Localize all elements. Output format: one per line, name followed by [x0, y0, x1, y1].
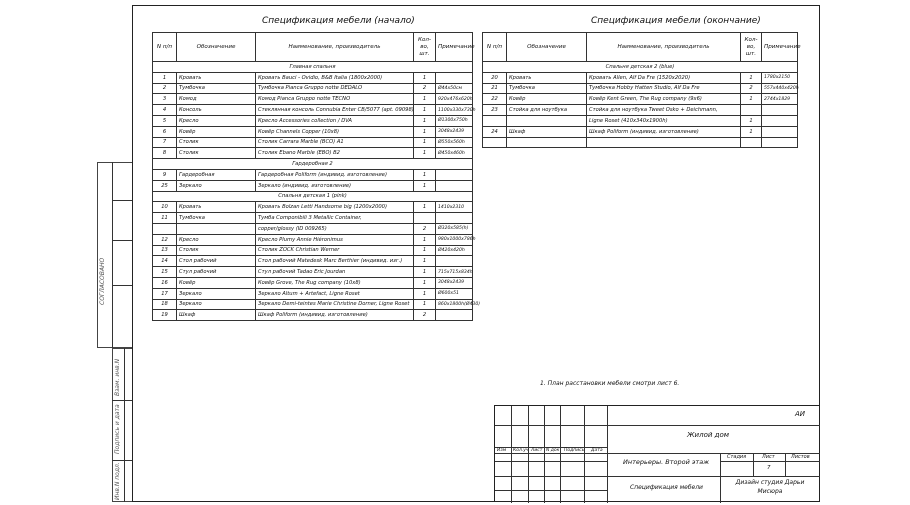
left-cell-des [177, 223, 256, 234]
left-cell-des: Ковёр [177, 277, 256, 288]
left-cell-n: 18 [153, 299, 177, 310]
left-cell-name: Шкаф Poliform (индивид. изготовление) [256, 310, 414, 321]
right-cell-qty: 1 [741, 115, 762, 126]
left-section-title: Спальня детская 1 (pink) [153, 191, 473, 202]
left-cell-qty: 2 [414, 223, 436, 234]
right-cell-name: Ковёр Kent Green, The Rug company (9х6) [587, 94, 741, 105]
side-agreed-hline-2 [112, 240, 133, 241]
left-cell-des: Столик [177, 137, 256, 148]
left-cell-note [436, 213, 473, 224]
left-cell-n: 10 [153, 202, 177, 213]
left-table-row [153, 245, 473, 256]
left-cell-note: 1410х2310 [436, 202, 473, 213]
left-cell-qty: 1 [414, 137, 436, 148]
left-cell-qty: 1 [414, 169, 436, 180]
left-cell-n: 3 [153, 94, 177, 105]
side-inv-sub-label: Взам. инв.N [114, 358, 121, 396]
left-cell-note [436, 310, 473, 321]
stamp-sheets-label: Листов [791, 454, 810, 460]
left-section-title: Главная спальня [153, 62, 473, 73]
left-table-row [153, 180, 473, 191]
stamp-studio: Дизайн студия Дарьи Мисюра [735, 479, 805, 495]
left-cell-qty: 2 [414, 310, 436, 321]
stamp-vline-1 [511, 406, 512, 503]
left-header-cell: N п/п [153, 33, 177, 62]
stamp-col-izm: Изм [497, 448, 507, 453]
side-inv-hline-2 [112, 460, 133, 461]
stamp-stage-label: Стадия [727, 454, 747, 460]
left-cell-name: Ковёр Grove, The Rug company (10х8) [256, 277, 414, 288]
left-cell-note: Ø450х460h [436, 148, 473, 159]
left-cell-name: Тумбочка Pianca Gruppo notte DEDALO [256, 83, 414, 94]
left-table-row [153, 213, 473, 224]
right-table-title: Спецификация мебели (окончание) [591, 16, 761, 26]
left-table-row [153, 256, 473, 267]
side-agreed-hline-3 [112, 285, 133, 286]
left-cell-n: 6 [153, 126, 177, 137]
left-cell-note: 3048х2439 [436, 277, 473, 288]
left-table-row [153, 202, 473, 213]
left-table-title: Спецификация мебели (начало) [262, 16, 415, 26]
right-header-cell: Наименование, производитель [587, 33, 741, 62]
left-cell-name: Тумба Componibili 3 Metallic Container, [256, 213, 414, 224]
left-cell-note [436, 256, 473, 267]
side-inv-orig-label: Инв.N подл. [114, 462, 121, 500]
stamp-col-list: Лист [531, 448, 543, 453]
left-cell-des: Шкаф [177, 310, 256, 321]
left-table-row [153, 169, 473, 180]
right-blank-cell [762, 137, 798, 148]
right-table-row [483, 72, 798, 83]
left-cell-n: 12 [153, 234, 177, 245]
left-cell-qty: 1 [414, 256, 436, 267]
left-cell-n: 15 [153, 267, 177, 278]
left-cell-qty: 1 [414, 234, 436, 245]
left-cell-qty: 1 [414, 105, 436, 116]
stamp-project: Жилой дом [687, 431, 730, 439]
left-table-row [153, 267, 473, 278]
stamp-vline-3 [544, 406, 545, 503]
left-cell-des: Зеркало [177, 299, 256, 310]
stamp-code: АИ [795, 410, 806, 418]
left-cell-des: Ковёр [177, 126, 256, 137]
left-cell-qty: 1 [414, 202, 436, 213]
left-cell-n: 14 [153, 256, 177, 267]
right-cell-qty [741, 105, 762, 116]
right-cell-qty: 1 [741, 94, 762, 105]
left-cell-n: 17 [153, 288, 177, 299]
right-cell-n: 24 [483, 126, 507, 137]
left-cell-name: Кресло Plumy Annie Hiéronimus [256, 234, 414, 245]
right-cell-des [507, 115, 587, 126]
right-cell-des: Тумбочка [507, 83, 587, 94]
left-cell-des: Кресло [177, 115, 256, 126]
left-table-row [153, 223, 473, 234]
left-cell-note: 860х1800h(Ø430) [436, 299, 473, 310]
left-section-row [153, 191, 473, 202]
right-cell-note [762, 105, 798, 116]
left-table-row [153, 288, 473, 299]
left-spec-table [152, 32, 481, 321]
right-spec-table [482, 32, 801, 148]
left-cell-des: Кресло [177, 234, 256, 245]
side-agreed-box [97, 162, 133, 348]
left-cell-name: Кровать Bolzan Letti Handsome big (1200х2000) [256, 202, 414, 213]
left-section-row [153, 159, 473, 170]
left-table-row [153, 137, 473, 148]
right-cell-note: 2744х1829 [762, 94, 798, 105]
right-cell-n: 20 [483, 72, 507, 83]
right-cell-note: 557х440х420h [762, 83, 798, 94]
left-cell-note [436, 72, 473, 83]
left-cell-note: 1100х330х730h [436, 105, 473, 116]
left-cell-n [153, 223, 177, 234]
right-cell-n [483, 115, 507, 126]
right-cell-qty: 2 [741, 83, 762, 94]
left-cell-name: Стул рабочий Tadao Eric Jourdan [256, 267, 414, 278]
left-table-row [153, 277, 473, 288]
left-cell-note [436, 169, 473, 180]
left-cell-name: Ковёр Channels Copper (10х8) [256, 126, 414, 137]
left-cell-name: Стеклянная консоль Connubia Enter CB/5077 (apt. 09098) [256, 105, 414, 116]
left-cell-qty: 1 [414, 94, 436, 105]
right-blank-row [483, 137, 798, 148]
stamp-vline-2 [528, 406, 529, 503]
right-header-cell: N п/п [483, 33, 507, 62]
right-cell-name: Кровать Allen, Alf Da Fre (1520х2020) [587, 72, 741, 83]
left-header-cell: Кол-во, шт. [414, 33, 436, 62]
left-cell-name: Зеркало (индивид. изготовление) [256, 180, 414, 191]
left-cell-note: 715х715х834h [436, 267, 473, 278]
footnote: 1. План расстановки мебели смотри лист 6. [540, 380, 680, 387]
stamp-sheet-label: Лист [762, 454, 775, 460]
left-cell-name: Комод Pianca Gruppo notte TECNO [256, 94, 414, 105]
title-block [494, 405, 820, 502]
left-cell-name: Столик Carrara Marble (BCO) A1 [256, 137, 414, 148]
left-cell-des: Кровать [177, 72, 256, 83]
stamp-col-sign: Подпись [564, 448, 585, 453]
left-cell-des: Столик [177, 148, 256, 159]
right-cell-qty: 1 [741, 126, 762, 137]
right-cell-name: Стойка для ноутбука Tweet Osko + Deichmann, [587, 105, 741, 116]
right-cell-des: Шкаф [507, 126, 587, 137]
side-inv-divider [124, 348, 125, 502]
right-blank-cell [587, 137, 741, 148]
side-agreed-divider [112, 162, 113, 348]
left-cell-qty: 2 [414, 83, 436, 94]
right-cell-n: 23 [483, 105, 507, 116]
left-cell-n: 11 [153, 213, 177, 224]
right-cell-n: 21 [483, 83, 507, 94]
left-table-row [153, 94, 473, 105]
left-cell-qty: 1 [414, 72, 436, 83]
right-cell-name: Ligne Roset (410х340х1900h) [587, 115, 741, 126]
left-cell-name: Кровать Bauci - Ovidio, B&B Italia (1800х2000) [256, 72, 414, 83]
left-cell-des: Зеркало [177, 288, 256, 299]
stamp-col-koluch: Кол.уч [513, 448, 529, 453]
right-cell-note [762, 115, 798, 126]
left-cell-qty [414, 213, 436, 224]
left-cell-n: 8 [153, 148, 177, 159]
left-cell-note [436, 180, 473, 191]
left-cell-note: Ø550х560h [436, 137, 473, 148]
right-cell-des: Ковёр [507, 94, 587, 105]
left-cell-name: Стол рабочий Matedesk Marc Berthier (индивид. изг.) [256, 256, 414, 267]
side-inv-hline-1 [112, 400, 133, 401]
left-cell-des: Комод [177, 94, 256, 105]
left-cell-name: Столик Ebano Marble (EBO) B2 [256, 148, 414, 159]
left-cell-qty: 1 [414, 288, 436, 299]
left-cell-des: Гардеробная [177, 169, 256, 180]
left-section-row [153, 62, 473, 73]
right-blank-cell [741, 137, 762, 148]
left-cell-des: Столик [177, 245, 256, 256]
left-table-row [153, 148, 473, 159]
left-table-row [153, 115, 473, 126]
left-cell-des: Зеркало [177, 180, 256, 191]
stamp-vline-6 [607, 406, 608, 503]
left-cell-name: Столик ZOCK Christian Werner [256, 245, 414, 256]
left-cell-name: Кресло Accessories collection / DVA [256, 115, 414, 126]
left-cell-note: Ø1300х750h [436, 115, 473, 126]
left-cell-n: 1 [153, 72, 177, 83]
left-cell-n: 4 [153, 105, 177, 116]
left-cell-note: 3048х2439 [436, 126, 473, 137]
left-cell-des: Консоль [177, 105, 256, 116]
right-table-row [483, 115, 798, 126]
right-header-cell: Примечание [762, 33, 798, 62]
left-header-row [153, 33, 473, 62]
left-table-row [153, 126, 473, 137]
stamp-hline-7 [720, 461, 820, 462]
left-cell-note: 920х476х620h [436, 94, 473, 105]
side-agreed-hline-1 [112, 200, 133, 201]
left-cell-qty: 1 [414, 180, 436, 191]
left-cell-note: Ø600х51 [436, 288, 473, 299]
right-cell-name: Шкаф Poliform (индивид. изготовление) [587, 126, 741, 137]
right-table-row [483, 94, 798, 105]
left-table-row [153, 299, 473, 310]
left-cell-qty: 1 [414, 299, 436, 310]
left-cell-note: Ø420х420h [436, 245, 473, 256]
left-header-cell: Обозначение [177, 33, 256, 62]
left-cell-note: Ø44х50см [436, 83, 473, 94]
left-cell-n: 2 [153, 83, 177, 94]
stamp-vline-5 [584, 406, 585, 503]
stamp-vline-7 [720, 453, 721, 503]
left-cell-name: Зеркало Altum + Artefact, Ligne Roset [256, 288, 414, 299]
left-cell-n: 9 [153, 169, 177, 180]
left-cell-qty: 1 [414, 115, 436, 126]
right-cell-qty: 1 [741, 72, 762, 83]
left-table-row [153, 234, 473, 245]
left-cell-name: Гардеробная Poliform (индивид. изготовление) [256, 169, 414, 180]
left-cell-n: 5 [153, 115, 177, 126]
left-table-row [153, 310, 473, 321]
right-cell-name: Тумбочка Hobby Hatten Studio, Alf Da Fre [587, 83, 741, 94]
left-cell-name: copper/glossy (ID 009265) [256, 223, 414, 234]
left-table-row [153, 72, 473, 83]
left-cell-name: Зеркало Demi-teintes Marie Christine Dorner, Ligne Roset [256, 299, 414, 310]
left-cell-des: Стул рабочий [177, 267, 256, 278]
stamp-vline-9 [785, 453, 786, 476]
left-cell-note: 980х1000х786h [436, 234, 473, 245]
left-cell-n: 25 [153, 180, 177, 191]
left-cell-qty: 1 [414, 245, 436, 256]
stamp-col-date: Дата [591, 448, 603, 453]
left-cell-qty: 1 [414, 148, 436, 159]
stamp-sheet-title: Спецификация мебели [630, 484, 703, 491]
left-cell-des: Стол рабочий [177, 256, 256, 267]
right-table-row [483, 126, 798, 137]
right-header-cell: Обозначение [507, 33, 587, 62]
left-cell-n: 16 [153, 277, 177, 288]
right-cell-des: Кровать [507, 72, 587, 83]
right-table-row [483, 105, 798, 116]
left-section-title: Гардеробная 2 [153, 159, 473, 170]
left-cell-note: Ø320х585(h) [436, 223, 473, 234]
side-agreed-label: СОГЛАСОВАНО [99, 257, 106, 305]
right-header-row [483, 33, 798, 62]
left-cell-des: Тумбочка [177, 213, 256, 224]
side-sign-date-label: Подпись и дата [114, 404, 121, 454]
left-cell-qty: 1 [414, 277, 436, 288]
right-cell-n: 22 [483, 94, 507, 105]
right-header-cell: Кол-во, шт. [741, 33, 762, 62]
left-cell-n: 19 [153, 310, 177, 321]
right-section-title: Спальня детская 2 (blue) [483, 62, 798, 73]
left-cell-n: 13 [153, 245, 177, 256]
left-cell-n: 7 [153, 137, 177, 148]
left-table-row [153, 83, 473, 94]
left-table-row [153, 105, 473, 116]
stamp-vline-8 [753, 453, 754, 476]
right-blank-cell [483, 137, 507, 148]
left-cell-des: Тумбочка [177, 83, 256, 94]
right-cell-des: Стойка для ноутбука [507, 105, 587, 116]
right-cell-note [762, 126, 798, 137]
right-section-row [483, 62, 798, 73]
stamp-col-ndoc: N док [546, 448, 560, 453]
stamp-section: Интерьеры. Второй этаж [623, 458, 710, 466]
left-header-cell: Наименование, производитель [256, 33, 414, 62]
right-blank-cell [507, 137, 587, 148]
left-cell-qty: 1 [414, 126, 436, 137]
left-header-cell: Примечание [436, 33, 473, 62]
left-cell-des: Кровать [177, 202, 256, 213]
stamp-sheet-no: 7 [767, 465, 771, 471]
right-table-row [483, 83, 798, 94]
stamp-vline-4 [560, 406, 561, 503]
right-cell-note: 1780х2150 [762, 72, 798, 83]
left-cell-qty: 1 [414, 267, 436, 278]
